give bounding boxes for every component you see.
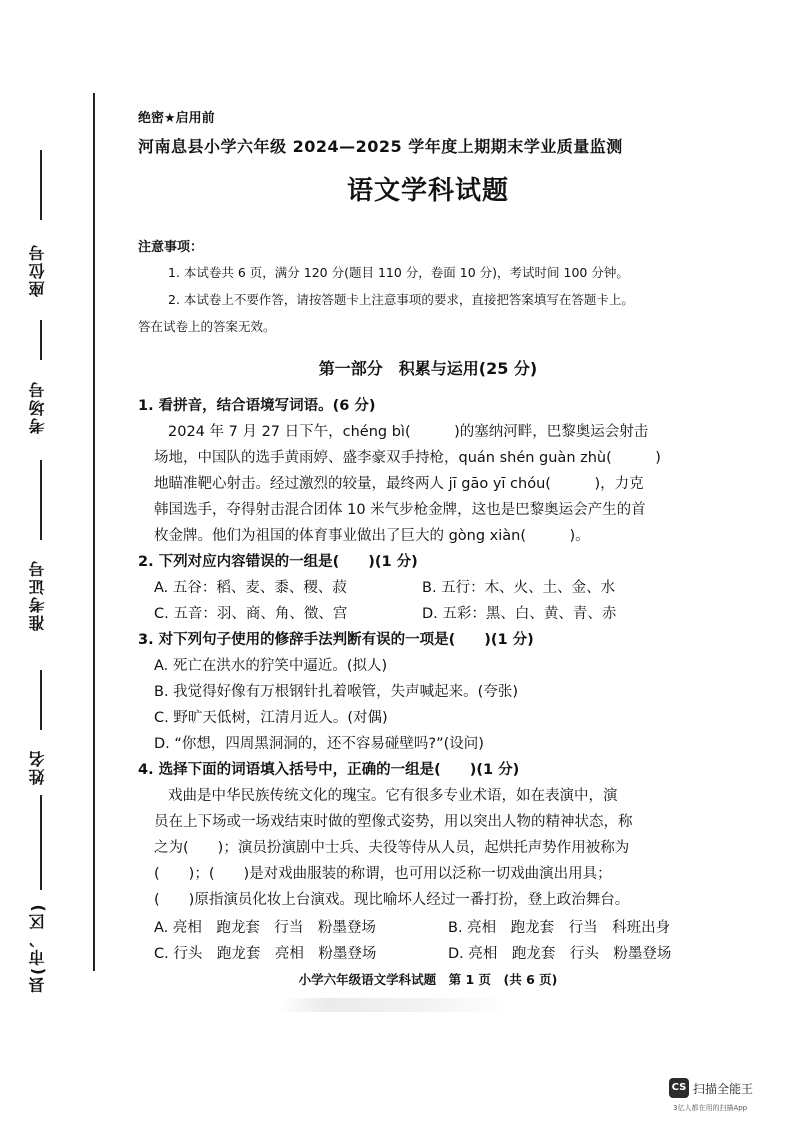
question-3-option: D. “你想，四周黑洞洞的，还不容易碰壁吗?”(设问) bbox=[154, 736, 484, 752]
question-3-option: B. 我觉得好像有万根钢针扎着喉管，失声喊起来。(夸张) bbox=[154, 684, 518, 700]
note-item: 答在试卷上的答案无效。 bbox=[138, 319, 276, 334]
question-2-stem: 2. 下列对应内容错误的一组是( )(1 分) bbox=[138, 554, 418, 570]
page-footer: 小学六年级语文学科试题 第 1 页 (共 6 页) bbox=[298, 972, 558, 987]
page-title: 语文学科试题 bbox=[346, 176, 509, 206]
question-3-option: A. 死亡在洪水的狞笑中逼近。(拟人) bbox=[154, 658, 388, 674]
exam-no-line bbox=[40, 460, 42, 540]
seat-field bbox=[22, 150, 62, 310]
question-4-option: B. 亮相 跑龙套 行当 科班出身 bbox=[448, 920, 671, 936]
name-label: 姓名 bbox=[28, 749, 47, 786]
notes-title: 注意事项： bbox=[138, 240, 204, 255]
question-1-line: 2024 年 7 月 27 日下午，chéng bì( )的塞纳河畔，巴黎奥运会射击 bbox=[168, 424, 649, 440]
section-title: 第一部分 积累与运用(25 分) bbox=[318, 359, 538, 378]
name-field bbox=[22, 670, 62, 810]
question-1-line: 地瞄准靶心射击。经过激烈的较量，最终两人 jī gāo yī chóu( )，力克 bbox=[154, 476, 644, 492]
seat-label: 座位号 bbox=[28, 243, 47, 297]
room-field bbox=[22, 320, 62, 450]
scanner-watermark bbox=[669, 1078, 779, 1118]
exam-no-label: 准考证号 bbox=[28, 559, 47, 631]
binding-divider bbox=[93, 93, 95, 971]
question-2-option: A. 五谷：稻、麦、黍、稷、菽 bbox=[154, 580, 347, 596]
question-1-line: 场地，中国队的选手黄雨婷、盛李豪双手持枪，quán shén guàn zhù( ) bbox=[154, 450, 661, 466]
question-4-line: 员在上下场或一场戏结束时做的塑像式姿势，用以突出人物的精神状态，称 bbox=[154, 814, 633, 830]
seat-line bbox=[40, 150, 42, 220]
note-item: 1. 本试卷共 6 页，满分 120 分(题目 110 分，卷面 10 分)，考试时间 100 分钟。 bbox=[168, 265, 629, 280]
exam-no-field bbox=[22, 460, 62, 660]
question-1-line: 枚金牌。他们为祖国的体育事业做出了巨大的 gòng xiàn( )。 bbox=[154, 528, 590, 544]
question-1-line: 韩国选手，夺得射击混合团体 10 米气步枪金牌，这也是巴黎奥运会产生的首 bbox=[154, 502, 646, 518]
question-4-line: 之为( )；演员扮演剧中士兵、夫役等侍从人员，起烘托声势作用被称为 bbox=[154, 840, 630, 856]
question-4-option: C. 行头 跑龙套 亮相 粉墨登场 bbox=[154, 946, 377, 962]
room-label: 考场号 bbox=[28, 380, 47, 435]
question-3-stem: 3. 对下列句子使用的修辞手法判断有误的一项是( )(1 分) bbox=[138, 632, 534, 648]
question-4-stem: 4. 选择下面的词语填入括号中，正确的一组是( )(1 分) bbox=[138, 762, 520, 778]
scan-smudge bbox=[280, 998, 510, 1012]
edge-mark bbox=[788, 112, 793, 122]
exam-name: 河南息县小学六年级 2024—2025 学年度上期期末学业质量监测 bbox=[138, 137, 623, 156]
question-2-option: B. 五行：木、火、土、金、水 bbox=[422, 580, 616, 596]
room-line bbox=[40, 320, 42, 360]
county-label: 县(市、区) bbox=[28, 902, 47, 993]
county-field bbox=[22, 795, 62, 995]
county-line bbox=[40, 795, 42, 890]
note-item: 2. 本试卷上不要作答，请按答题卡上注意事项的要求，直接把答案填写在答题卡上。 bbox=[168, 292, 634, 307]
watermark-tagline: 3亿人都在用的扫描App bbox=[673, 1104, 748, 1112]
question-4-line: ( )；( )是对戏曲服装的称谓，也可用以泛称一切戏曲演出用具； bbox=[154, 866, 612, 882]
question-3-option: C. 野旷天低树，江清月近人。(对偶) bbox=[154, 710, 388, 726]
name-line bbox=[40, 670, 42, 730]
binding-margin bbox=[0, 0, 95, 1123]
question-4-line: 戏曲是中华民族传统文化的瑰宝。它有很多专业术语，如在表演中，演 bbox=[168, 788, 618, 804]
question-4-line: ( )原指演员化妆上台演戏。现比喻坏人经过一番打扮，登上政治舞台。 bbox=[154, 892, 630, 908]
secret-mark: 绝密★启用前 bbox=[138, 111, 215, 126]
camscanner-logo-icon: CS bbox=[669, 1078, 689, 1098]
question-4-option: D. 亮相 跑龙套 行头 粉墨登场 bbox=[448, 946, 672, 962]
question-2-option: C. 五音：羽、商、角、徵、宫 bbox=[154, 606, 348, 622]
watermark-name: 扫描全能王 bbox=[693, 1082, 754, 1096]
question-1-stem: 1. 看拼音，结合语境写词语。(6 分) bbox=[138, 398, 376, 414]
question-2-option: D. 五彩：黑、白、黄、青、赤 bbox=[422, 606, 617, 622]
question-4-option: A. 亮相 跑龙套 行当 粉墨登场 bbox=[154, 920, 376, 936]
